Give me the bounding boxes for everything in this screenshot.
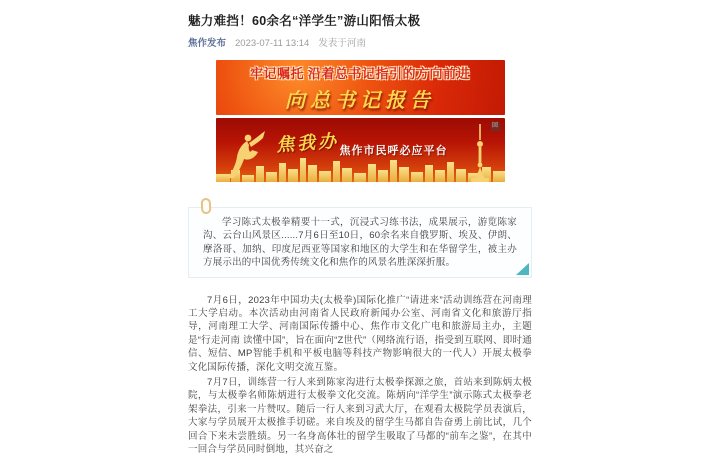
banner-bottom-panel <box>216 118 505 182</box>
banner-headline-text: 向总书记报告 <box>285 89 435 112</box>
quote-block <box>188 207 532 278</box>
article-paragraph: 7月6日，2023年中国功夫(太极拳)国际化推广“请进来”活动训练营在河南理工大学启动。本次活动由河南省人民政府新闻办公室、河南省文化和旅游厅指导，河南理工大学、河南国际传播中心、焦作市文化广电和旅游局主办，主题是“行走河南 读懂中国”，旨在面向“Z世代”（网络流行语，指受到互联网、即时通信、短信、MP智能手机和平板电脑等科技产物影响很大的一代人）开展太极拳文化国际传播，深化文明交流互鉴。 <box>188 294 532 373</box>
article-paragraph: 7月7日，训练营一行人来到陈家沟进行太极拳探源之旅，首站来到陈炳太极院，与太极拳名师陈炳进行太极拳文化交流。陈炳向“洋学生”演示陈式太极拳老架拳法，引来一片赞叹。随后一行人来到习武大厅，在观看太极院学员表演后，大家与学员展开太极推手切磋。来自埃及的留学生马都自告奋勇上前比试，几个回合下来未尝胜绩。另一名身高体壮的留学生吸取了马都的“前车之鉴”，在其中一回合与学员同时倒地，其兴奋之 <box>188 377 532 456</box>
tv-tower-icon <box>469 124 491 182</box>
page-title: 魅力难挡！60余名“洋学生”游山阳悟太极 <box>188 14 421 28</box>
banner-corner-logo-icon: 回 <box>491 123 498 129</box>
byline <box>188 37 532 50</box>
publish-location: 发表于河南 <box>318 38 366 49</box>
publish-time: 2023-07-11 13:14 <box>235 38 310 49</box>
quote-ornament-icon <box>201 198 212 215</box>
banner-slogan-text: 牢记嘱托 沿着总书记指引的方向前进 <box>249 65 471 81</box>
quote-end-triangle-icon <box>516 263 529 275</box>
banner-image[interactable] <box>216 60 505 182</box>
quote-text: 学习陈式太极拳精要十一式，沉浸式习练书法，成果展示，游览陈家沟、云台山风景区......7月6日至10日，60余名来自俄罗斯、埃及、伊朗、摩洛哥、加纳、印度尼西亚等国家和地区的大学生和在华留学生，被主办方展示出的中国优秀传统文化和焦作的风景名胜深深折服。 <box>203 217 517 269</box>
taiji-figure-icon <box>222 130 266 180</box>
banner-top-panel <box>216 60 505 115</box>
source-link[interactable]: 焦作发布 <box>188 38 227 49</box>
banner-brand-script-text: 焦我办 <box>274 130 340 156</box>
article-page <box>188 12 532 457</box>
banner-brand-text: 焦作市民呼必应平台 <box>339 145 448 157</box>
